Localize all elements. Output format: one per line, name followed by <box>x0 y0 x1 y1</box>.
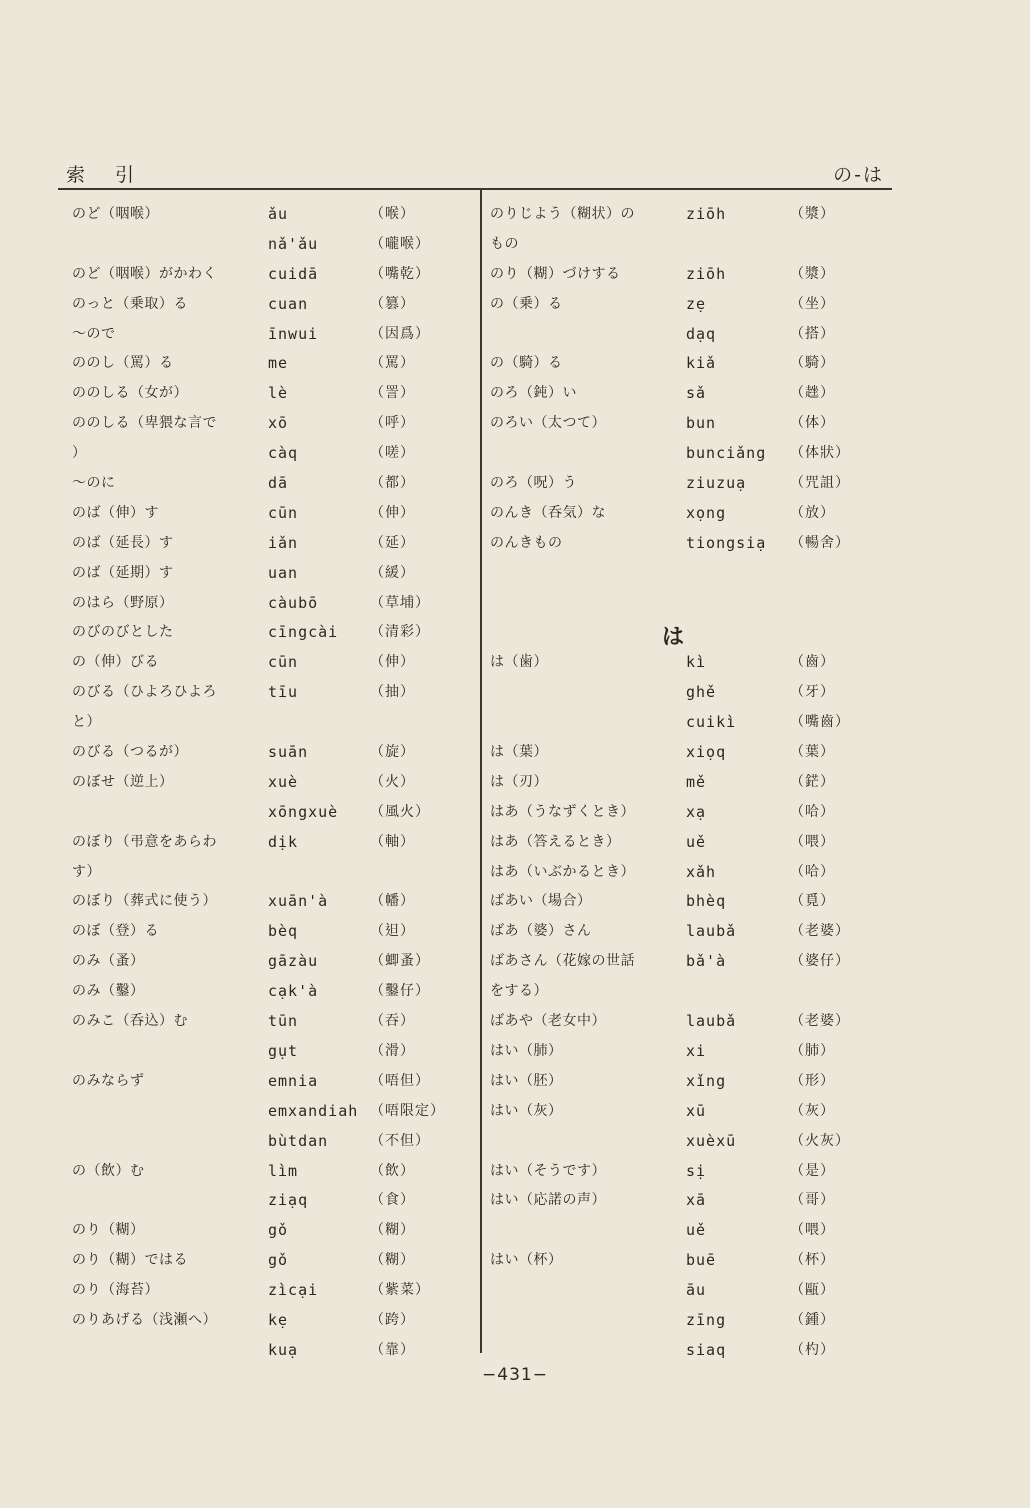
index-entry <box>490 292 890 322</box>
index-entry <box>72 591 474 621</box>
index-entry <box>72 1338 474 1368</box>
index-entry <box>72 860 474 890</box>
index-entry <box>72 1009 474 1039</box>
romanization: gāzàu <box>268 952 319 971</box>
japanese-term: はあ（答えるとき） <box>490 833 621 850</box>
chinese-characters: （旋） <box>370 744 415 761</box>
chinese-characters: （灰） <box>790 1102 835 1119</box>
romanization: bùtdan <box>268 1131 329 1150</box>
index-entry <box>72 351 474 381</box>
page-number: −431− <box>482 1365 548 1385</box>
chinese-characters: （老婆） <box>790 1013 850 1030</box>
chinese-characters: （延） <box>370 534 415 551</box>
romanization: dịk <box>268 832 299 851</box>
romanization: uě <box>686 1221 707 1240</box>
japanese-term: はい（胚） <box>490 1072 563 1089</box>
romanization: càq <box>268 444 299 463</box>
japanese-term: ばあい（場合） <box>490 893 592 910</box>
index-entry <box>72 561 474 591</box>
japanese-term: ～のに <box>72 475 116 492</box>
chinese-characters: （草埔） <box>370 594 430 611</box>
index-entry <box>72 740 474 770</box>
japanese-term: のみ（鑿） <box>72 983 145 1000</box>
japanese-term: と） <box>72 714 101 731</box>
japanese-term: のぼり（弔意をあらわ <box>72 833 217 850</box>
romanization: kẹ <box>268 1310 289 1329</box>
index-entry <box>490 1218 890 1248</box>
romanization: ghě <box>686 683 717 702</box>
index-entry <box>490 262 890 292</box>
japanese-term: のり（糊） <box>72 1222 145 1239</box>
chinese-characters: （軸） <box>370 833 415 850</box>
index-entry <box>490 650 890 680</box>
romanization: xū <box>686 1101 707 1120</box>
romanization: ziōh <box>686 205 727 223</box>
romanization: laubǎ <box>686 1012 737 1031</box>
japanese-term: はい（応諾の声） <box>490 1192 606 1209</box>
chinese-characters: （火） <box>370 773 415 790</box>
japanese-term: のば（伸）す <box>72 504 159 521</box>
chinese-characters: （漿） <box>790 206 835 222</box>
japanese-term: のど（咽喉）がかわく <box>72 265 217 282</box>
index-entry <box>72 1099 474 1129</box>
japanese-term: もの <box>490 235 519 252</box>
japanese-term: のろい（太つて） <box>490 415 606 432</box>
chinese-characters: （糊） <box>370 1252 415 1269</box>
japanese-term: は（刃） <box>490 773 548 790</box>
chinese-characters: （呼） <box>370 415 415 432</box>
romanization: cūn <box>268 653 299 672</box>
column-divider <box>480 190 482 1353</box>
index-entry <box>72 919 474 949</box>
index-entry <box>490 1278 890 1308</box>
chinese-characters: （唔但） <box>370 1072 430 1089</box>
index-entry <box>72 471 474 501</box>
index-entry <box>72 1278 474 1308</box>
japanese-term: のば（延期）す <box>72 564 174 581</box>
chinese-characters: （飲） <box>370 1162 415 1179</box>
index-entry <box>72 1129 474 1159</box>
index-entry <box>72 710 474 740</box>
chinese-characters: （哈） <box>790 863 835 880</box>
romanization: emxandiah <box>268 1101 359 1120</box>
index-entry <box>490 1039 890 1069</box>
japanese-term: ～ので <box>72 325 116 342</box>
japanese-term: はあ（いぶかるとき） <box>490 863 635 880</box>
japanese-term: のど（咽喉） <box>72 206 159 222</box>
index-entry <box>490 1338 890 1368</box>
index-entry <box>490 202 890 232</box>
japanese-term: ばあさん（花嫁の世話 <box>490 953 635 970</box>
romanization: xuèxū <box>686 1131 737 1150</box>
index-entry <box>490 381 890 411</box>
japanese-term: のろ（鈍）い <box>490 385 577 402</box>
chinese-characters: （食） <box>370 1192 415 1209</box>
index-entry <box>72 1159 474 1189</box>
chinese-characters: （覓） <box>790 893 835 910</box>
japanese-term: ののし（罵）る <box>72 355 174 372</box>
japanese-term: のぼり（葬式に使う） <box>72 893 217 910</box>
chinese-characters: （緩） <box>370 564 415 581</box>
chinese-characters: （搭） <box>790 325 835 342</box>
header-kana-range: の-は <box>833 164 884 186</box>
japanese-term: のみこ（呑込）む <box>72 1013 188 1030</box>
index-entry <box>490 1159 890 1189</box>
romanization: cīngcài <box>268 623 339 642</box>
chinese-characters: （伸） <box>370 654 415 671</box>
romanization: cūn <box>268 503 299 522</box>
romanization: tīu <box>268 683 299 702</box>
index-entry <box>490 1099 890 1129</box>
chinese-characters: （肺） <box>790 1042 835 1059</box>
chinese-characters: （形） <box>790 1072 835 1089</box>
romanization: me <box>268 354 289 373</box>
index-entry <box>72 800 474 830</box>
japanese-term: ののしる（女が） <box>72 385 188 402</box>
chinese-characters: （騎） <box>790 355 835 372</box>
chinese-characters: （吞） <box>370 1013 415 1030</box>
index-entry <box>490 860 890 890</box>
index-entry <box>72 770 474 800</box>
index-entry <box>490 531 890 561</box>
romanization: sị <box>686 1161 707 1180</box>
section-heading <box>490 620 890 650</box>
chinese-characters: （火灰） <box>790 1132 850 1149</box>
japanese-term: のはら（野原） <box>72 594 174 611</box>
chinese-characters: （哥） <box>790 1192 835 1209</box>
japanese-term: のびる（ひよろひよろ <box>72 684 217 701</box>
romanization: tiongsiạ <box>686 533 767 552</box>
index-entry <box>72 1248 474 1278</box>
chinese-characters: （哈） <box>790 803 835 820</box>
index-entry <box>490 1308 890 1338</box>
japanese-term: は（葉） <box>490 744 548 761</box>
japanese-term: の（飲）む <box>72 1162 145 1179</box>
romanization: bunciǎng <box>686 444 767 463</box>
chinese-characters: （牙） <box>790 684 835 701</box>
index-entry <box>490 1129 890 1159</box>
index-entry <box>490 740 890 770</box>
section-heading-kana: は <box>662 625 685 651</box>
romanization: xǎh <box>686 862 717 881</box>
index-entry <box>490 351 890 381</box>
chinese-characters: （嚨喉） <box>370 235 430 252</box>
index-entry <box>490 322 890 352</box>
chinese-characters: （齒） <box>790 654 835 671</box>
index-entry <box>72 1039 474 1069</box>
japanese-term: の（乗）る <box>490 295 563 312</box>
chinese-characters: （鑿仔） <box>370 983 430 1000</box>
japanese-term: のんき（呑気）な <box>490 504 606 521</box>
japanese-term: はい（杯） <box>490 1252 563 1269</box>
chinese-characters: （伸） <box>370 504 415 521</box>
index-entry <box>490 501 890 531</box>
romanization: kì <box>686 653 707 672</box>
header-index-title: 索 引 <box>66 164 147 186</box>
index-entry <box>490 800 890 830</box>
index-entry <box>72 381 474 411</box>
index-entry <box>72 1308 474 1338</box>
romanization: zīng <box>686 1310 727 1329</box>
index-entry <box>490 830 890 860</box>
chinese-characters: （跨） <box>370 1311 415 1328</box>
chinese-characters: （抽） <box>370 684 415 701</box>
index-entry <box>72 830 474 860</box>
chinese-characters: （鋩） <box>790 773 835 790</box>
chinese-characters: （唔限定） <box>370 1102 445 1119</box>
index-entry <box>490 770 890 800</box>
chinese-characters: （風火） <box>370 803 430 820</box>
romanization: xọng <box>686 503 727 522</box>
romanization: xiọq <box>686 743 727 762</box>
index-entry <box>72 531 474 561</box>
index-entry <box>72 411 474 441</box>
romanization: xǐng <box>686 1071 727 1090</box>
japanese-term: す） <box>72 863 101 880</box>
japanese-term: のり（糊）づけする <box>490 265 621 282</box>
index-entry <box>490 710 890 740</box>
romanization: kiǎ <box>686 354 717 373</box>
japanese-term: のり（糊）ではる <box>72 1252 188 1269</box>
romanization: bhèq <box>686 892 727 911</box>
romanization: uan <box>268 563 299 582</box>
index-entry <box>72 441 474 471</box>
japanese-term: のっと（乗取）る <box>72 295 188 312</box>
chinese-characters: （靠） <box>370 1341 415 1358</box>
japanese-term: はい（そうです） <box>490 1162 606 1179</box>
chinese-characters: （蝍蚤） <box>370 953 430 970</box>
index-entry <box>72 889 474 919</box>
index-entry <box>490 1009 890 1039</box>
japanese-term: の（伸）びる <box>72 654 159 671</box>
index-entry <box>72 1188 474 1218</box>
romanization: buē <box>686 1251 717 1270</box>
chinese-characters: （幡） <box>370 893 415 910</box>
index-entry <box>72 232 474 262</box>
index-entry <box>490 949 890 979</box>
index-entry <box>490 561 890 591</box>
chinese-characters: （杓） <box>790 1341 835 1358</box>
romanization: siaq <box>686 1340 727 1359</box>
index-entry <box>72 1218 474 1248</box>
chinese-characters: （因爲） <box>370 325 430 342</box>
romanization: uě <box>686 832 707 851</box>
japanese-term: のびる（つるが） <box>72 744 188 761</box>
chinese-characters: （婆仔） <box>790 953 850 970</box>
index-entry <box>72 322 474 352</box>
chinese-characters: （都） <box>370 475 415 492</box>
japanese-term: のぼせ（逆上） <box>72 773 174 790</box>
japanese-term: のりあげる（浅瀬へ） <box>72 1311 217 1328</box>
index-entry <box>72 680 474 710</box>
index-entry <box>490 680 890 710</box>
chinese-characters: （是） <box>790 1162 835 1179</box>
index-entry <box>490 979 890 1009</box>
index-entry <box>490 1069 890 1099</box>
japanese-term: のびのびとした <box>72 624 174 641</box>
chinese-characters: （趖） <box>790 385 835 402</box>
romanization: lìm <box>268 1161 299 1180</box>
chinese-characters: （喉） <box>370 206 415 222</box>
japanese-term: はい（灰） <box>490 1102 563 1119</box>
romanization: ziạq <box>268 1191 309 1210</box>
romanization: īnwui <box>268 324 319 343</box>
japanese-term: のんきもの <box>490 534 563 551</box>
chinese-characters: （紫菜） <box>370 1282 430 1299</box>
romanization: bun <box>686 414 717 433</box>
romanization: dạq <box>686 324 717 343</box>
romanization: ǎu <box>268 205 289 223</box>
japanese-term: のりじよう（糊状）の <box>490 206 635 222</box>
japanese-term: のみならず <box>72 1072 145 1089</box>
japanese-term: のろ（呪）う <box>490 475 577 492</box>
index-entry <box>72 501 474 531</box>
japanese-term: ばあ（婆）さん <box>490 923 592 940</box>
romanization: xuè <box>268 772 299 791</box>
romanization: xạ <box>686 802 707 821</box>
chinese-characters: （清彩） <box>370 624 430 641</box>
romanization: xō <box>268 414 289 433</box>
chinese-characters: （𨑨） <box>370 923 415 940</box>
index-entry <box>490 471 890 501</box>
chinese-characters: （体狀） <box>790 445 850 462</box>
chinese-characters: （嘴齒） <box>790 714 850 731</box>
chinese-characters: （喂） <box>790 1222 835 1239</box>
left-column <box>72 202 474 1368</box>
chinese-characters: （体） <box>790 415 835 432</box>
romanization: cuikì <box>686 713 737 732</box>
chinese-characters: （糊） <box>370 1222 415 1239</box>
romanization: kuạ <box>268 1340 299 1359</box>
index-entry <box>72 292 474 322</box>
index-entry <box>72 949 474 979</box>
japanese-term: をする） <box>490 983 548 1000</box>
romanization: xōngxuè <box>268 802 339 821</box>
chinese-characters: （不但） <box>370 1132 430 1149</box>
chinese-characters: （漿） <box>790 265 835 282</box>
index-entry <box>490 1248 890 1278</box>
chinese-characters: （喂） <box>790 833 835 850</box>
index-entry <box>72 979 474 1009</box>
romanization: gǒ <box>268 1251 289 1270</box>
chinese-characters: （暢舍） <box>790 534 850 551</box>
japanese-term: は（歯） <box>490 654 548 671</box>
japanese-term: の（騎）る <box>490 355 563 372</box>
index-entry <box>72 650 474 680</box>
chinese-characters: （嗟） <box>370 445 415 462</box>
romanization: xā <box>686 1191 707 1210</box>
romanization: cạk'à <box>268 982 319 1001</box>
romanization: bèq <box>268 922 299 941</box>
index-entry <box>72 262 474 292</box>
japanese-term: ばあや（老女中） <box>490 1013 606 1030</box>
romanization: càubō <box>268 593 319 612</box>
index-entry <box>490 591 890 621</box>
japanese-term: のぼ（登）る <box>72 923 159 940</box>
right-column <box>490 202 890 1368</box>
chinese-characters: （罵） <box>370 355 415 372</box>
romanization: mě <box>686 772 707 791</box>
romanization: cuan <box>268 294 309 313</box>
japanese-term: はい（肺） <box>490 1042 563 1059</box>
japanese-term: のり（海苔） <box>72 1282 159 1299</box>
chinese-characters: （鍾） <box>790 1311 835 1328</box>
chinese-characters: （葉） <box>790 744 835 761</box>
romanization: iǎn <box>268 533 299 552</box>
index-entry <box>490 232 890 262</box>
romanization: ziōh <box>686 264 727 283</box>
japanese-term: ） <box>72 445 87 462</box>
chinese-characters: （詈） <box>370 385 415 402</box>
index-entry <box>490 919 890 949</box>
japanese-term: のみ（蚤） <box>72 953 145 970</box>
romanization: dā <box>268 474 289 493</box>
romanization: ziuzuạ <box>686 474 747 493</box>
japanese-term: はあ（うなずくとき） <box>490 803 635 820</box>
index-entry <box>490 889 890 919</box>
chinese-characters: （甌） <box>790 1282 835 1299</box>
romanization: āu <box>686 1281 707 1300</box>
chinese-characters: （杯） <box>790 1252 835 1269</box>
romanization: bǎ'à <box>686 952 727 971</box>
romanization: nǎ'ǎu <box>268 234 319 253</box>
header-rule <box>58 188 892 190</box>
romanization: zìcại <box>268 1281 319 1300</box>
chinese-characters: （咒詛） <box>790 475 850 492</box>
romanization: gǒ <box>268 1221 289 1240</box>
romanization: xi <box>686 1041 707 1060</box>
romanization: zẹ <box>686 294 707 313</box>
japanese-term: のば（延長）す <box>72 534 174 551</box>
chinese-characters: （老婆） <box>790 923 850 940</box>
chinese-characters: （篡） <box>370 295 415 312</box>
romanization: laubǎ <box>686 922 737 941</box>
japanese-term: ののしる（卑猥な言で <box>72 415 217 432</box>
index-entry <box>490 441 890 471</box>
romanization: emnia <box>268 1071 319 1090</box>
index-entry <box>72 620 474 650</box>
chinese-characters: （坐） <box>790 295 835 312</box>
chinese-characters: （滑） <box>370 1042 415 1059</box>
romanization: suān <box>268 743 309 762</box>
romanization: gụt <box>268 1041 299 1060</box>
index-entry <box>490 411 890 441</box>
index-entry <box>72 202 474 232</box>
romanization: lè <box>268 384 289 403</box>
index-entry <box>72 1069 474 1099</box>
chinese-characters: （嘴乾） <box>370 265 430 282</box>
romanization: cuidā <box>268 264 319 283</box>
romanization: sǎ <box>686 384 707 403</box>
index-entry <box>490 1188 890 1218</box>
romanization: tūn <box>268 1012 299 1031</box>
romanization: xuān'à <box>268 892 329 911</box>
chinese-characters: （放） <box>790 504 835 521</box>
